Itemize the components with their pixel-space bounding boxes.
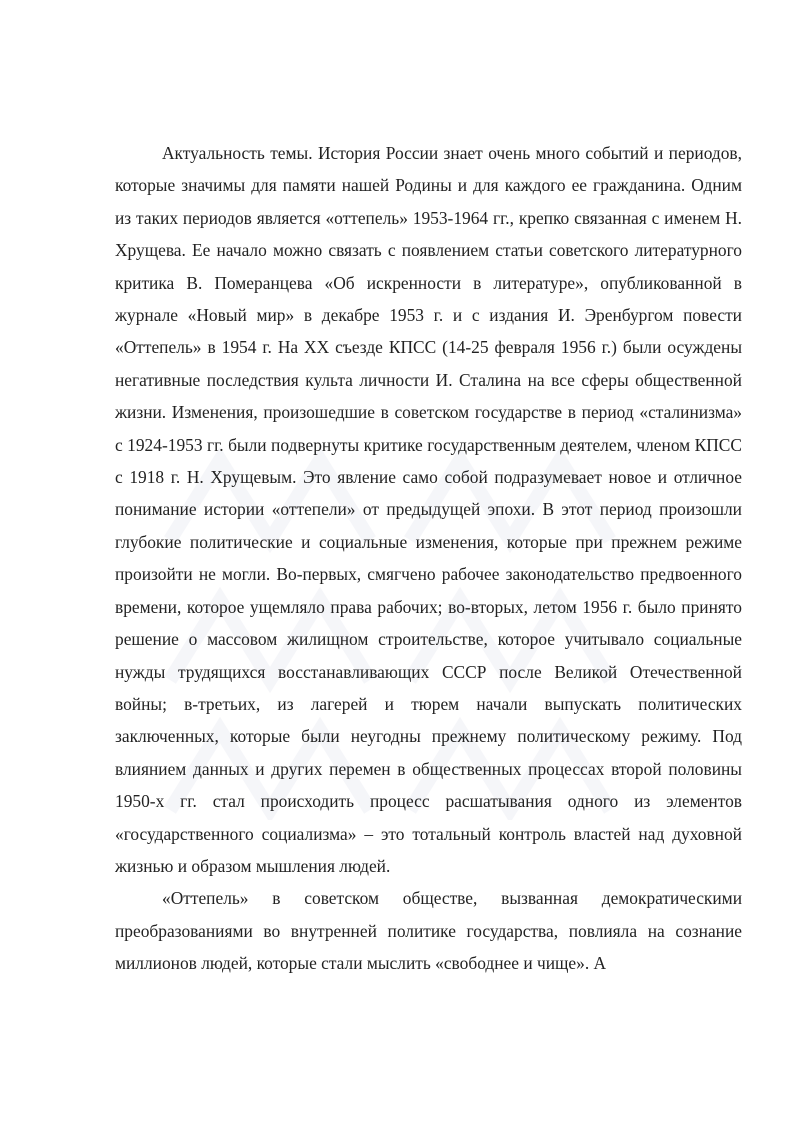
document-body [115,137,742,980]
paragraph-relevance: Актуальность темы. История России знает очень много событий и периодов, которые значимы для памяти нашей Родины и для каждого ее гражданина. Одним из таких периодов является «оттепель» 1953-1964 гг., крепко связанная с именем Н. Хрущева. Ее начало можно связать с появлением статьи советского литературного критика В. Померанцева «Об искренности в литературе», опубликованной в журнале «Новый мир» в декабре 1953 г. и с издания И. Эренбургом повести «Оттепель» в 1954 г. На XX съезде КПСС (14-25 февраля 1956 г.) были осуждены негативные последствия культа личности И. Сталина на все сферы общественной жизни. Изменения, произошедшие в советском государстве в период «сталинизма» с 1924-1953 гг. были подвернуты критике государственным деятелем, членом КПСС с 1918 г. Н. Хрущевым. Это явление само собой подразумевает новое и отличное понимание истории «оттепели» от предыдущей эпохи. В этот период произошли глубокие политические и социальные изменения, которые при прежнем режиме произойти не могли. Во-первых, смягчено рабочее законодательство предвоенного времени, которое ущемляло права рабочих; во-вторых, летом 1956 г. было принято решение о массовом жилищном строительстве, которое учитывало социальные нужды трудящихся восстанавливающих СССР после Великой Отечественной войны; в-третьих, из лагерей и тюрем начали выпускать политических заключенных, которые были неугодны прежнему политическому режиму. Под влиянием данных и других перемен в общественных процессах второй половины 1950-х гг. стал происходить процесс расшатывания одного из элементов «государственного социализма» – это тотальный контроль властей над духовной жизнью и образом мышления людей. [115,143,742,876]
paragraph-thaw: «Оттепель» в советском обществе, вызванная демократическими преобразованиями во внутренней политике государства, повлияла на сознание миллионов людей, которые стали мыслить «свободнее и чище». А [115,888,742,974]
